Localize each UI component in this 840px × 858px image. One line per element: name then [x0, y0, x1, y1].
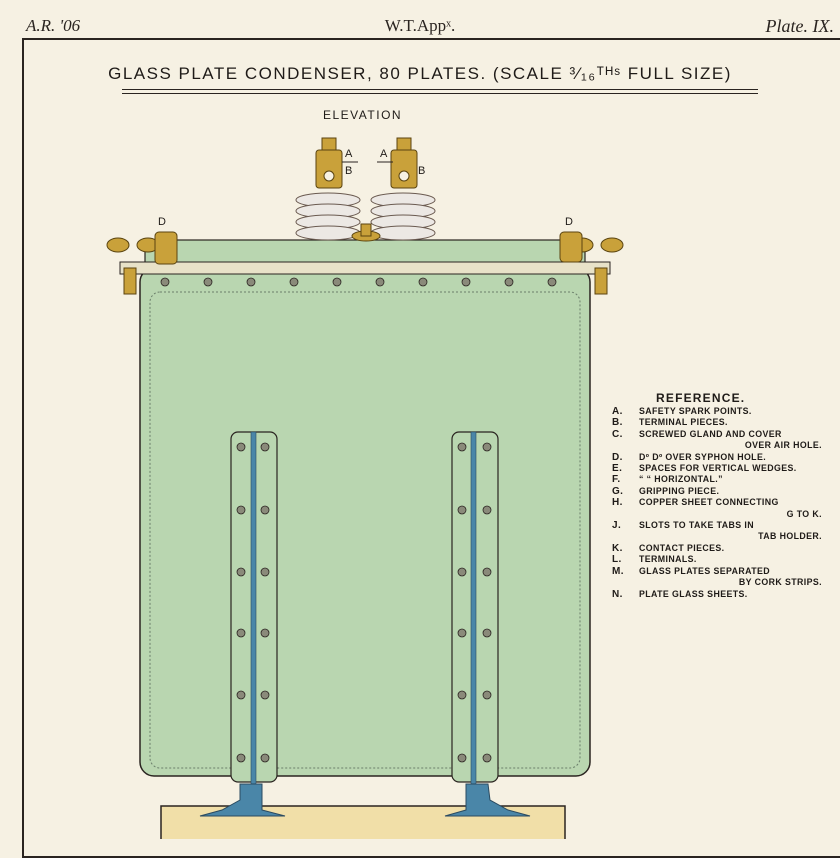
- reference-item: [612, 486, 832, 497]
- reference-text: GLASS PLATES SEPARATED: [639, 565, 770, 576]
- reference-letter: B.: [612, 417, 623, 429]
- reference-item: [612, 452, 832, 463]
- reference-letter: K.: [612, 542, 623, 554]
- reference-letter: M.: [612, 565, 624, 577]
- left-strip-holder: [231, 432, 277, 804]
- reference-item: [612, 463, 832, 474]
- reference-letter: J.: [612, 520, 622, 532]
- reference-text: TERMINAL PIECES.: [639, 417, 728, 428]
- label-d-left: D: [158, 216, 166, 228]
- reference-item: [612, 417, 832, 428]
- reference-letter: G.: [612, 485, 624, 497]
- label-a-right: A: [380, 148, 388, 160]
- reference-letter: A.: [612, 406, 623, 417]
- reference-text: SPACES FOR VERTICAL WEDGES.: [639, 463, 797, 474]
- tank-body: [140, 268, 590, 776]
- reference-item: [612, 566, 832, 589]
- reference-item: [612, 474, 832, 485]
- reference-letter: D.: [612, 451, 623, 463]
- reference-text: CONTACT PIECES.: [639, 542, 725, 553]
- reference-letter: E.: [612, 463, 623, 475]
- left-insulator-stack: [296, 193, 360, 240]
- centre-gland: [352, 224, 380, 241]
- reference-letter: H.: [612, 497, 623, 509]
- label-b-right: B: [418, 165, 426, 177]
- reference-text: SAFETY SPARK POINTS.: [639, 406, 752, 416]
- reference-item: [612, 497, 832, 520]
- reference-item: [612, 589, 832, 600]
- reference-letter: F.: [612, 474, 621, 486]
- reference-text-continued: TAB HOLDER.: [758, 531, 822, 542]
- right-strip-holder: [452, 432, 498, 804]
- reference-item: [612, 543, 832, 554]
- reference-text: TERMINALS.: [639, 554, 697, 565]
- reference-letter: N.: [612, 588, 623, 600]
- reference-item: [612, 429, 832, 452]
- reference-title: REFERENCE.: [656, 391, 746, 405]
- label-a-left: A: [345, 148, 353, 160]
- reference-text: “ “ HORIZONTAL.”: [639, 474, 723, 485]
- reference-item: [612, 554, 832, 565]
- reference-text-continued: BY CORK STRIPS.: [738, 577, 822, 588]
- reference-text-continued: G TO K.: [786, 508, 822, 519]
- reference-item: [612, 520, 832, 543]
- reference-text: GRIPPING PIECE.: [639, 485, 720, 496]
- reference-text: SLOTS TO TAKE TABS IN: [639, 520, 754, 531]
- reference-text: COPPER SHEET CONNECTING: [639, 497, 779, 508]
- reference-text-continued: OVER AIR HOLE.: [744, 440, 822, 451]
- plate-title: GLASS PLATE CONDENSER, 80 PLATES. (SCALE ³⁄₁₆ᵀᴴˢ FULL SIZE): [108, 64, 732, 83]
- right-terminal: [391, 138, 417, 188]
- label-b-left: B: [345, 165, 353, 177]
- reference-text: Dº Dº OVER SYPHON HOLE.: [639, 451, 767, 462]
- reference-letter: L.: [612, 554, 622, 566]
- appendix-ref: W.T.Appˣ.: [384, 16, 456, 35]
- label-d-right: D: [565, 216, 573, 228]
- plate-number: Plate. IX.: [765, 16, 834, 36]
- reference-text: PLATE GLASS SHEETS.: [639, 588, 748, 599]
- lid-rim: [120, 262, 610, 274]
- reference-letter: C.: [612, 428, 623, 440]
- right-insulator-stack: [371, 193, 435, 240]
- reference-list: [612, 406, 832, 600]
- report-ref: A.R. '06: [26, 16, 81, 35]
- reference-item: [612, 406, 832, 417]
- elevation-label: ELEVATION: [323, 108, 403, 122]
- left-terminal: [316, 138, 342, 188]
- reference-text: SCREWED GLAND AND COVER: [639, 428, 782, 439]
